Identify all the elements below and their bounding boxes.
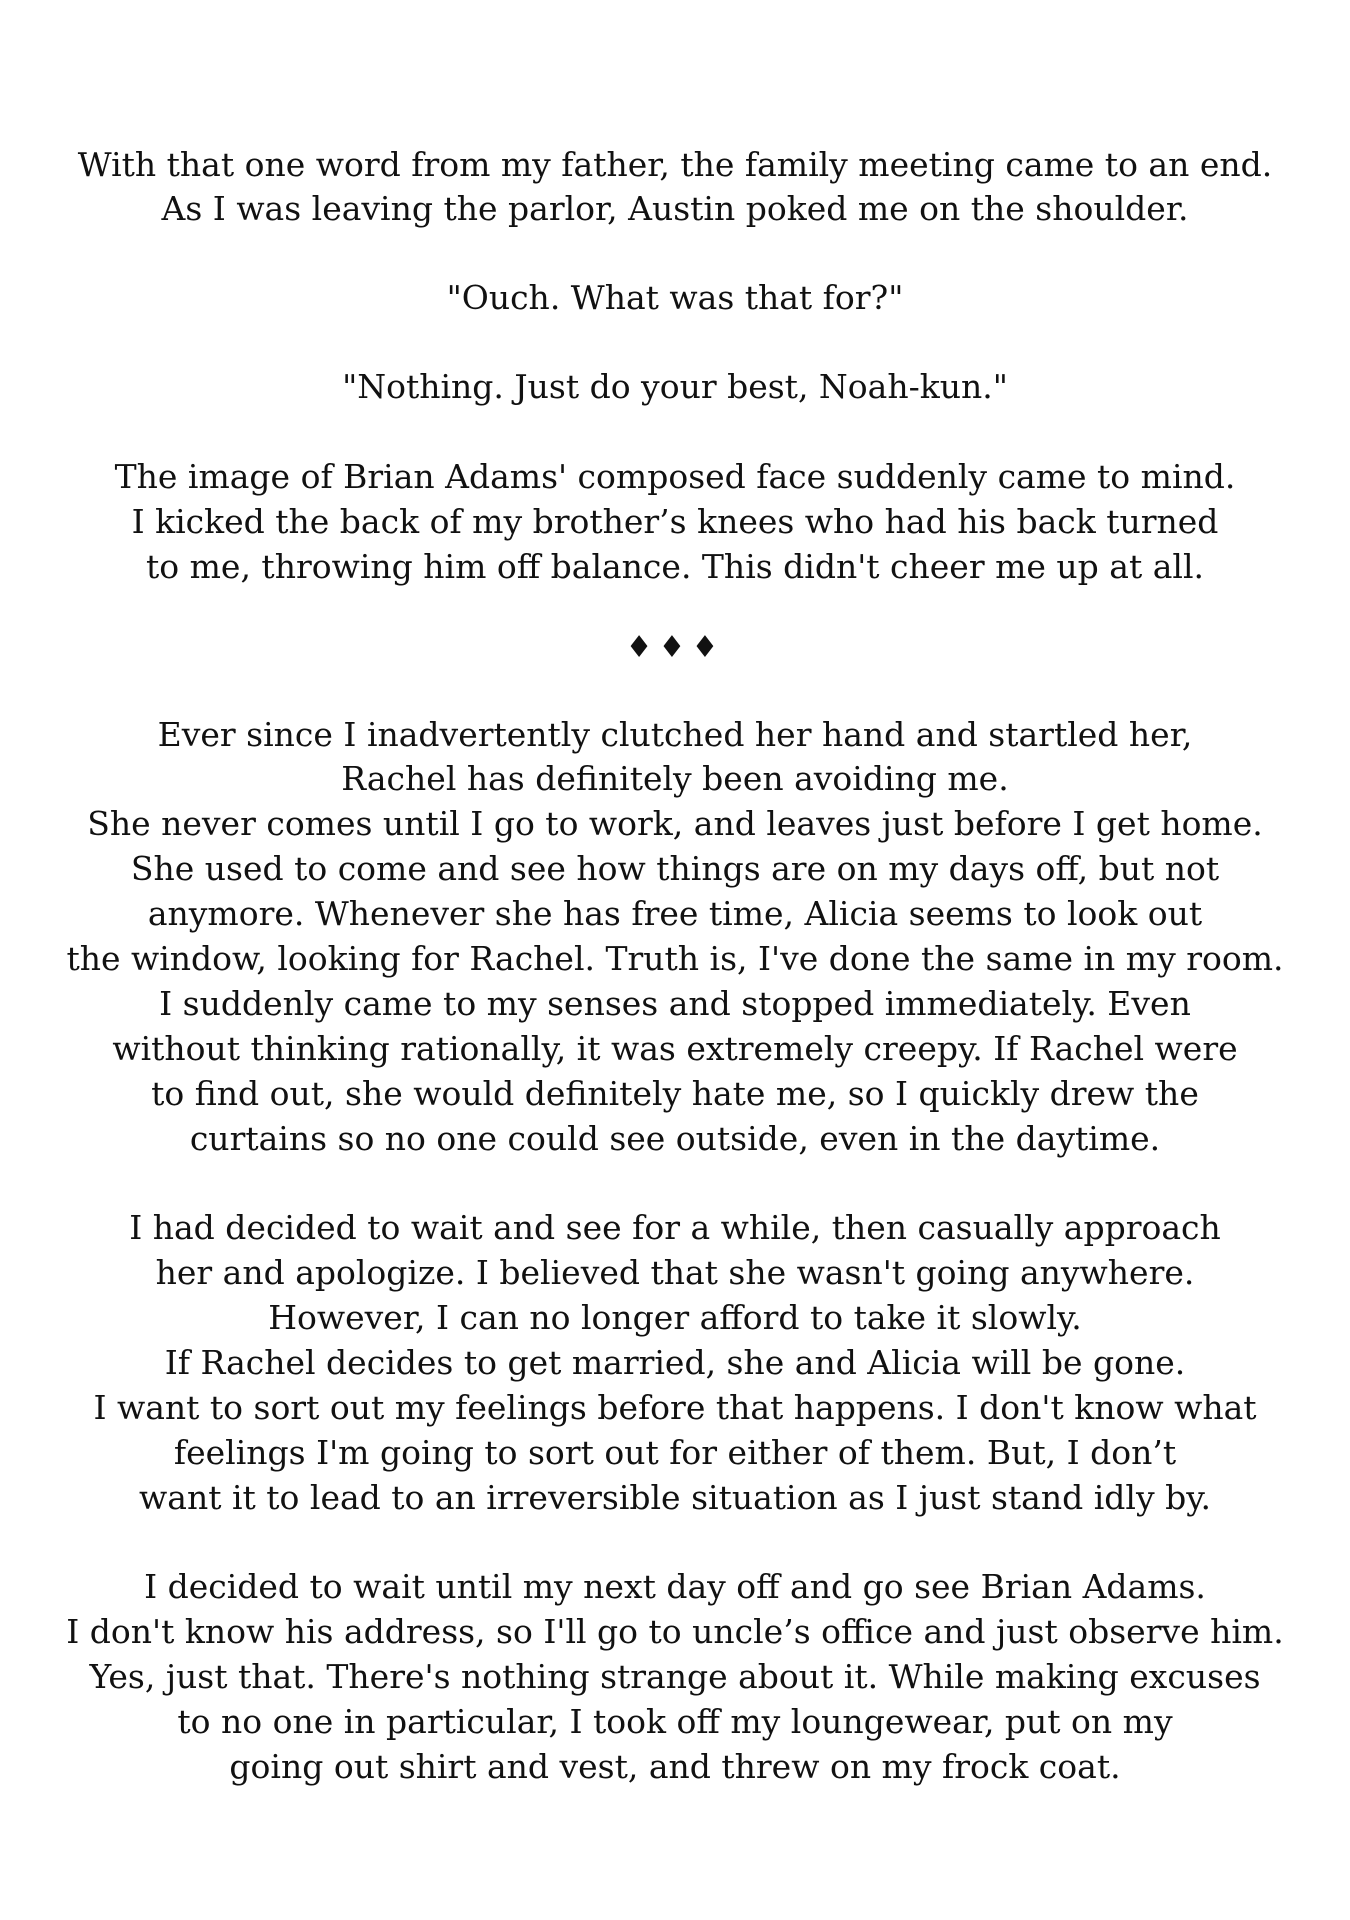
text-line: However, I can no longer afford to take it slowly.: [268, 1298, 1082, 1337]
text-line: anymore. Whenever she has free time, Alicia seems to look out: [147, 894, 1203, 933]
section-separator: ♦♦♦: [625, 630, 725, 665]
text-line: I had decided to wait and see for a while, then casually approach: [129, 1208, 1221, 1247]
text-line: Rachel has definitely been avoiding me.: [341, 759, 1009, 798]
text-line: to find out, she would definitely hate me, so I quickly drew the: [151, 1074, 1199, 1113]
text-line: curtains so no one could see outside, even in the daytime.: [189, 1119, 1161, 1158]
text-line: I want to sort out my feelings before that happens. I don't know what: [93, 1388, 1257, 1427]
text-line: the window, looking for Rachel. Truth is, I've done the same in my room.: [66, 939, 1284, 978]
text-line: to me, throwing him off balance. This didn't cheer me up at all.: [146, 547, 1204, 586]
text-line: want it to lead to an irreversible situation as I just stand idly by.: [139, 1478, 1211, 1517]
text-line: I kicked the back of my brother’s knees who had his back turned: [131, 502, 1219, 541]
text-line: She used to come and see how things are on my days off, but not: [130, 849, 1220, 888]
text-line: The image of Brian Adams' composed face suddenly came to mind.: [114, 457, 1236, 496]
text-line: If Rachel decides to get married, she and Alicia will be gone.: [164, 1343, 1186, 1382]
text-line: "Ouch. What was that for?": [446, 278, 904, 317]
text-line: to no one in particular, I took off my loungewear, put on my: [177, 1702, 1173, 1741]
text-line: Yes, just that. There's nothing strange about it. While making excuses: [89, 1657, 1261, 1696]
text-line: I suddenly came to my senses and stopped immediately. Even: [159, 984, 1191, 1023]
text-line: "Nothing. Just do your best, Noah-kun.": [342, 367, 1008, 406]
text-line: her and apologize. I believed that she wasn't going anywhere.: [155, 1253, 1195, 1292]
text-line: With that one word from my father, the family meeting came to an end.: [77, 145, 1273, 184]
text-line: I decided to wait until my next day off and go see Brian Adams.: [144, 1567, 1206, 1606]
text-line: As I was leaving the parlor, Austin poked me on the shoulder.: [161, 189, 1189, 228]
text-line: Ever since I inadvertently clutched her hand and startled her,: [157, 715, 1193, 754]
text-line: feelings I'm going to sort out for either of them. But, I don’t: [173, 1433, 1177, 1472]
text-line: She never comes until I go to work, and leaves just before I get home.: [87, 804, 1263, 843]
text-line: I don't know his address, so I'll go to uncle’s office and just observe him.: [66, 1612, 1284, 1651]
text-line: going out shirt and vest, and threw on my frock coat.: [229, 1747, 1121, 1786]
text-line: without thinking rationally, it was extremely creepy. If Rachel were: [112, 1029, 1238, 1068]
